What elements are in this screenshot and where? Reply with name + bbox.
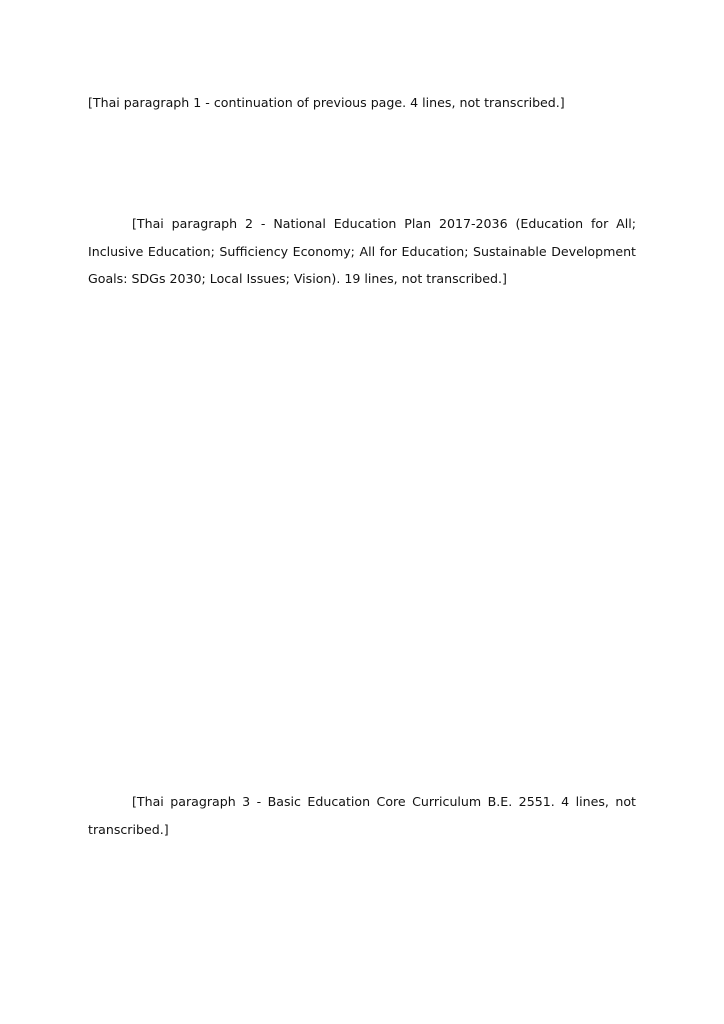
- paragraph-core-curriculum: [Thai paragraph 3 - Basic Education Core Curriculum B.E. 2551. 4 lines, not transcribed.]: [88, 794, 636, 837]
- paragraph-national-education-plan: [Thai paragraph 2 - National Education Plan 2017-2036 (Education for All; Inclusive Education; Sufficiency Economy; All for Education; Sustainable Development Goals: SDGs 2030; Local Issues; Vision). 19 lines, not transcribed.]: [88, 216, 636, 287]
- paragraph-intro-continuation: [Thai paragraph 1 - continuation of previous page. 4 lines, not transcribed.]: [88, 95, 565, 110]
